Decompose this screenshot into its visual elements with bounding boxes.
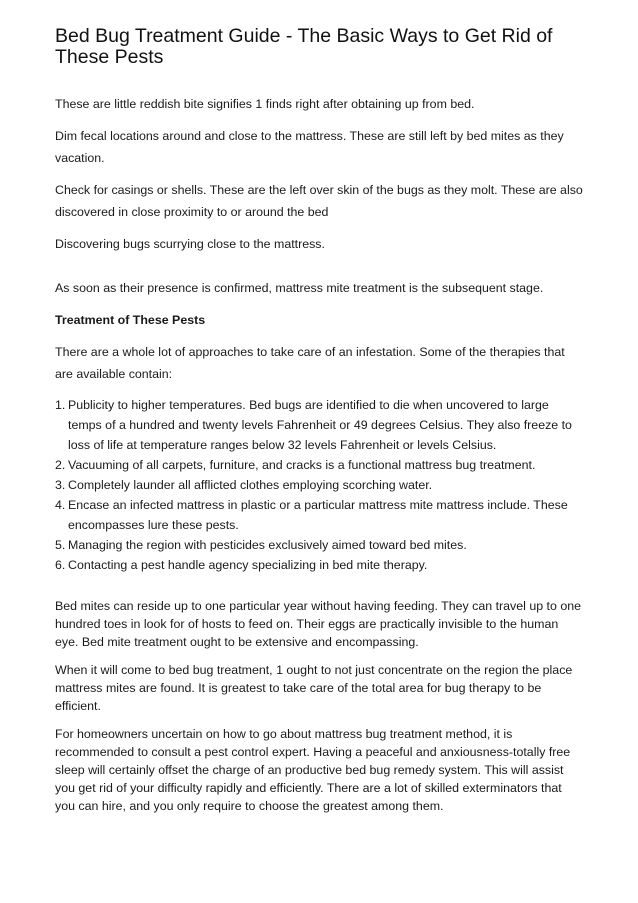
list-item-text: Managing the region with pesticides exclusively aimed toward bed mites.	[68, 538, 467, 552]
list-item	[55, 535, 585, 555]
list-item-text: Publicity to higher temperatures. Bed bugs are identified to die when uncovered to large temps of a hundred and twenty levels Fahrenheit or 49 degrees Celsius. They also freeze to loss of life at temperature ranges below 32 levels Fahrenheit or levels Celsius.	[68, 398, 572, 452]
list-item	[55, 455, 585, 475]
list-item	[55, 475, 585, 495]
list-item	[55, 495, 585, 535]
list-item-number: 1.	[55, 398, 66, 412]
list-item	[55, 395, 585, 455]
paragraph-pest-expert: For homeowners uncertain on how to go about mattress bug treatment method, it is recommended to consult a pest control expert. Having a peaceful and anxiousness-totally free sleep will certainly offset the charge of an productive bed bug remedy system. This will assist you get rid of your difficulty rapidly and efficiently. There are a lot of skilled exterminators that you can hire, and you only require to choose the greatest among them.	[55, 727, 571, 813]
list-item-text: Vacuuming of all carpets, furniture, and cracks is a functional mattress bug treatment.	[68, 458, 536, 472]
list-item-number: 2.	[55, 458, 66, 472]
treatment-list	[55, 395, 585, 575]
treatment-intro: There are a whole lot of approaches to take care of an infestation. Some of the therapies that are available contain:	[55, 345, 565, 381]
list-item	[55, 555, 585, 575]
list-item-number: 3.	[55, 478, 66, 492]
paragraph-mite-survival: Bed mites can reside up to one particular year without having feeding. They can travel up to one hundred toes in look for of hosts to feed on. Their eggs are practically invisible to the human eye. Bed mite treatment ought to be extensive and encompassing.	[55, 599, 582, 649]
page-title: Bed Bug Treatment Guide - The Basic Ways to Get Rid of These Pests	[55, 25, 553, 68]
document-page	[55, 26, 585, 825]
list-item-number: 4.	[55, 498, 66, 512]
list-item-text: Encase an infected mattress in plastic or a particular mattress mite mattress include. These encompasses lure these pests.	[68, 498, 568, 532]
paragraph-fecal-spots: Dim fecal locations around and close to the mattress. These are still left by bed mites as they vacation.	[55, 129, 564, 165]
list-item-text: Completely launder all afflicted clothes employing scorching water.	[68, 478, 433, 492]
list-item-number: 5.	[55, 538, 66, 552]
paragraph-scurrying-bugs: Discovering bugs scurrying close to the mattress.	[55, 237, 325, 251]
list-item-text: Contacting a pest handle agency specializing in bed mite therapy.	[68, 558, 428, 572]
paragraph-confirmation: As soon as their presence is confirmed, mattress mite treatment is the subsequent stage.	[55, 281, 544, 295]
paragraph-bite-marks: These are little reddish bite signifies 1 finds right after obtaining up from bed.	[55, 97, 475, 111]
paragraph-whole-area: When it will come to bed bug treatment, 1 ought to not just concentrate on the region the place mattress mites are found. It is greatest to take care of the total area for bug therapy to be efficient.	[55, 663, 573, 713]
section-heading: Treatment of These Pests	[55, 313, 206, 327]
paragraph-casings: Check for casings or shells. These are the left over skin of the bugs as they molt. These are also discovered in close proximity to or around the bed	[55, 183, 583, 219]
list-item-number: 6.	[55, 558, 66, 572]
